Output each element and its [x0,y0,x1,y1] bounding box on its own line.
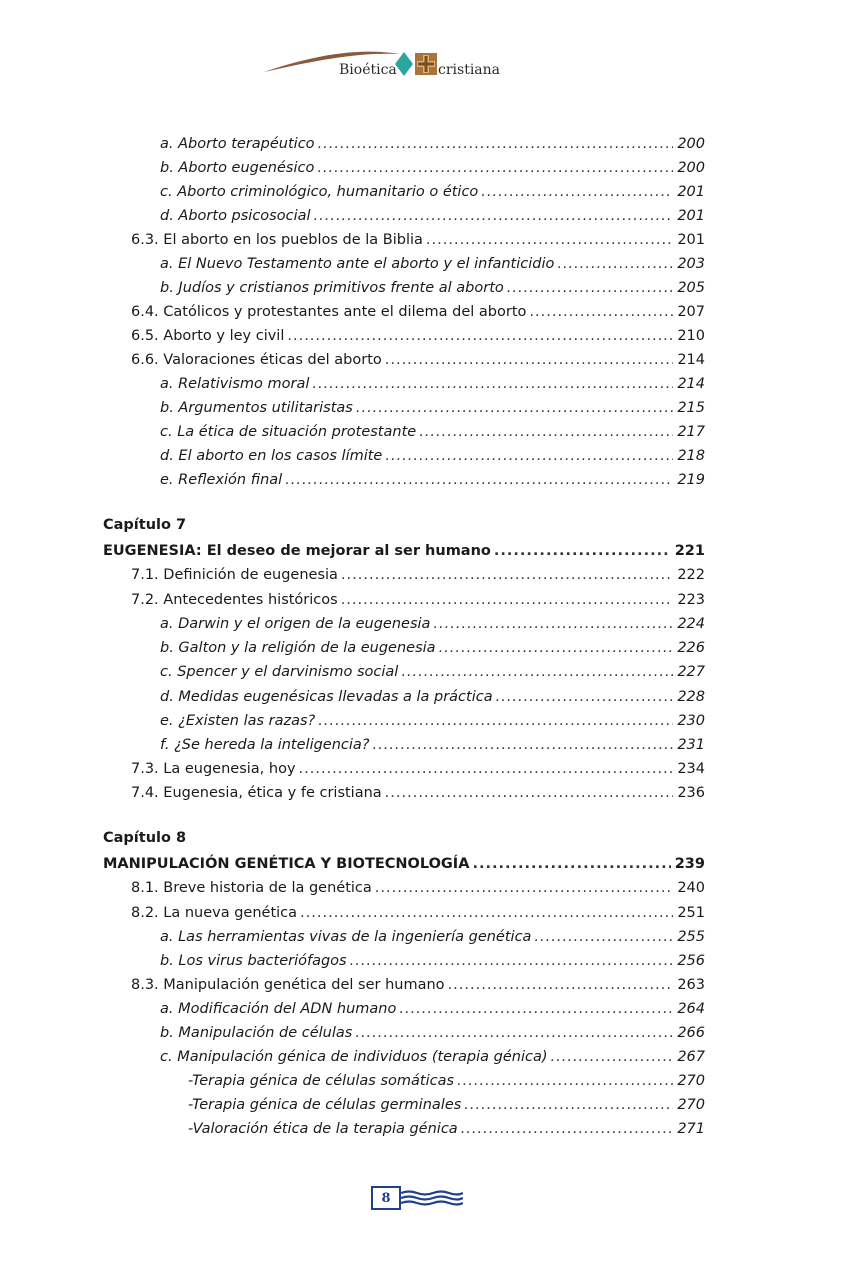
toc-entry-text: -Terapia génica de células somáticas [188,1073,455,1089]
toc-page-number: 227 [677,664,705,680]
brand-left-text: Bioética [339,62,397,78]
toc-page-number: 203 [677,256,705,272]
page-footer [371,1186,465,1212]
toc-entry [160,400,705,416]
toc-page-number: 239 [674,856,705,872]
toc-entry-text: c. Manipulación génica de individuos (terapia génica) [160,1049,548,1065]
toc-page-number: 263 [677,977,705,993]
toc-page-number: 217 [677,424,705,440]
toc-entry [131,328,705,344]
toc-entry-text: b. Manipulación de células [160,1025,353,1041]
toc-entry [131,785,705,801]
toc-entry [160,616,705,632]
toc-page-number: 224 [677,616,705,632]
toc-entry [131,592,705,608]
dot-leader [341,592,674,608]
toc-page-number: 226 [677,640,705,656]
dot-leader [385,785,674,801]
toc-entry [160,424,705,440]
toc-entry [131,977,705,993]
toc-entry-text: 7.1. Definición de eugenesia [131,567,338,583]
toc-page-number: 221 [674,543,705,559]
toc-entry [160,640,705,656]
toc-entry-text: 6.3. El aborto en los pueblos de la Biblia [131,232,423,248]
dot-leader [461,1121,674,1137]
dot-leader [448,977,674,993]
toc-page-number: 214 [677,352,705,368]
toc-entry-text: b. Aborto eugenésico [160,160,315,176]
toc-entry [131,905,705,921]
dot-leader [433,616,673,632]
page-header [260,38,540,88]
toc-entry [160,689,705,705]
toc-entry [160,472,705,488]
dot-leader [529,304,673,320]
toc-entry-text: a. Darwin y el origen de la eugenesia [160,616,431,632]
toc-entry [160,280,705,296]
dot-leader [285,472,673,488]
toc-entry-text: b. Los virus bacteriófagos [160,953,347,969]
toc-entry-text: a. Relativismo moral [160,376,310,392]
toc-page-number: 201 [677,184,705,200]
toc-entry [160,953,705,969]
toc-entry [131,304,705,320]
dot-leader [314,208,674,224]
toc-entry [131,880,705,896]
dot-leader [494,543,671,559]
dot-leader [419,424,673,440]
toc-entry-text: 7.4. Eugenesia, ética y fe cristiana [131,785,382,801]
dot-leader [426,232,673,248]
dot-leader [300,905,673,921]
toc-entry-text: 6.6. Valoraciones éticas del aborto [131,352,382,368]
dot-leader [318,136,674,152]
toc-entry-text: b. Judíos y cristianos primitivos frente al aborto [160,280,504,296]
toc-entry [160,256,705,272]
toc-page-number: 264 [677,1001,705,1017]
toc-entry [131,567,705,583]
toc-page-number: 215 [677,400,705,416]
dot-leader [439,640,674,656]
dot-leader [507,280,674,296]
dot-leader [350,953,674,969]
dot-leader [373,737,674,753]
toc-entry [131,352,705,368]
toc-entry [160,1049,705,1065]
chapter-title-entry [103,543,705,559]
toc-entry-text: a. Las herramientas vivas de la ingeniería genética [160,929,532,945]
dot-leader [496,689,674,705]
dot-leader [355,1025,673,1041]
toc-entry-text: 7.2. Antecedentes históricos [131,592,338,608]
toc-page-number: 267 [677,1049,705,1065]
toc-entry [131,232,705,248]
toc-entry-text: 7.3. La eugenesia, hoy [131,761,296,777]
toc-entry-text: -Terapia génica de células germinales [188,1097,462,1113]
toc-page-number: 201 [677,232,705,248]
dot-leader [287,328,673,344]
toc-entry-text: 6.5. Aborto y ley civil [131,328,285,344]
chapter-title-entry [103,856,705,872]
toc-entry [160,184,705,200]
toc-entry-text: 8.2. La nueva genética [131,905,298,921]
toc-page-number: 214 [677,376,705,392]
toc-entry [160,208,705,224]
dot-leader [375,880,674,896]
toc-page-number: 251 [677,905,705,921]
dot-leader [356,400,673,416]
toc-entry-text: b. Argumentos utilitaristas [160,400,353,416]
toc-entry-text: e. Reflexión final [160,472,283,488]
toc-entry [188,1073,705,1089]
toc-page-number: 270 [677,1097,705,1113]
toc-entry [188,1121,705,1137]
toc-page-number: 231 [677,737,705,753]
toc-entry-text: d. Medidas eugenésicas llevadas a la práctica [160,689,493,705]
toc-entry-text: EUGENESIA: El deseo de mejorar al ser humano [103,543,491,559]
toc-entry [131,761,705,777]
toc-entry [160,376,705,392]
toc-entry [188,1097,705,1113]
dot-leader [464,1097,673,1113]
toc-page-number: 210 [677,328,705,344]
toc-page-number: 234 [677,761,705,777]
toc-entry [160,1025,705,1041]
dot-leader [551,1049,674,1065]
dot-leader [457,1073,673,1089]
toc-entry-text: d. El aborto en los casos límite [160,448,383,464]
toc-entry-text: 8.3. Manipulación genética del ser humano [131,977,445,993]
toc-page-number: 271 [677,1121,705,1137]
toc-entry [160,160,705,176]
toc-entry-text: -Valoración ética de la terapia génica [188,1121,458,1137]
toc-entry [160,448,705,464]
toc-entry-text: c. Spencer y el darvinismo social [160,664,399,680]
toc-page-number: 222 [677,567,705,583]
toc-entry-text: a. Aborto terapéutico [160,136,315,152]
toc-entry-text: e. ¿Existen las razas? [160,713,316,729]
dot-leader [318,713,673,729]
toc-entry-text: 6.4. Católicos y protestantes ante el dilema del aborto [131,304,527,320]
dot-leader [481,184,673,200]
toc-page-number: 236 [677,785,705,801]
toc-page-number: 270 [677,1073,705,1089]
diamond-cross-emblem-icon [394,50,440,80]
toc-entry-text: a. Modificación del ADN humano [160,1001,397,1017]
toc-page-number: 200 [677,160,705,176]
toc-entry-text: MANIPULACIÓN GENÉTICA Y BIOTECNOLOGÍA [103,856,470,872]
toc-page-number: 240 [677,880,705,896]
toc-entry [160,664,705,680]
toc-entry [160,1001,705,1017]
toc-page-number: 255 [677,929,705,945]
toc-page-number: 266 [677,1025,705,1041]
toc-entry-text: b. Galton y la religión de la eugenesia [160,640,436,656]
waves-decoration-icon [401,1188,463,1210]
toc-entry-text: f. ¿Se hereda la inteligencia? [160,737,370,753]
toc-entry-text: 8.1. Breve historia de la genética [131,880,372,896]
dot-leader [312,376,673,392]
dot-leader [557,256,673,272]
chapter-label: Capítulo 7 [103,517,187,533]
brand-right-text: cristiana [438,62,501,78]
toc-page-number: 228 [677,689,705,705]
toc-page-number: 207 [677,304,705,320]
chapter-label: Capítulo 8 [103,830,187,846]
toc-page-number: 201 [677,208,705,224]
dot-leader [299,761,674,777]
toc-entry [160,136,705,152]
toc-page-number: 218 [677,448,705,464]
dot-leader [385,448,673,464]
toc-page-number: 200 [677,136,705,152]
toc-entry [160,737,705,753]
page-number: 8 [371,1186,401,1210]
toc-page-number: 230 [677,713,705,729]
toc-entry-text: d. Aborto psicosocial [160,208,311,224]
toc-entry-text: c. Aborto criminológico, humanitario o ético [160,184,479,200]
toc-page-number: 219 [677,472,705,488]
toc-page-number: 205 [677,280,705,296]
dot-leader [472,856,670,872]
dot-leader [341,567,673,583]
toc-page-number: 223 [677,592,705,608]
toc-entry-text: a. El Nuevo Testamento ante el aborto y el infanticidio [160,256,555,272]
dot-leader [385,352,674,368]
dot-leader [534,929,673,945]
toc-entry [160,929,705,945]
toc-page-number: 256 [677,953,705,969]
dot-leader [401,664,673,680]
dot-leader [317,160,673,176]
toc-entry [160,713,705,729]
toc-entry-text: c. La ética de situación protestante [160,424,417,440]
dot-leader [399,1001,673,1017]
